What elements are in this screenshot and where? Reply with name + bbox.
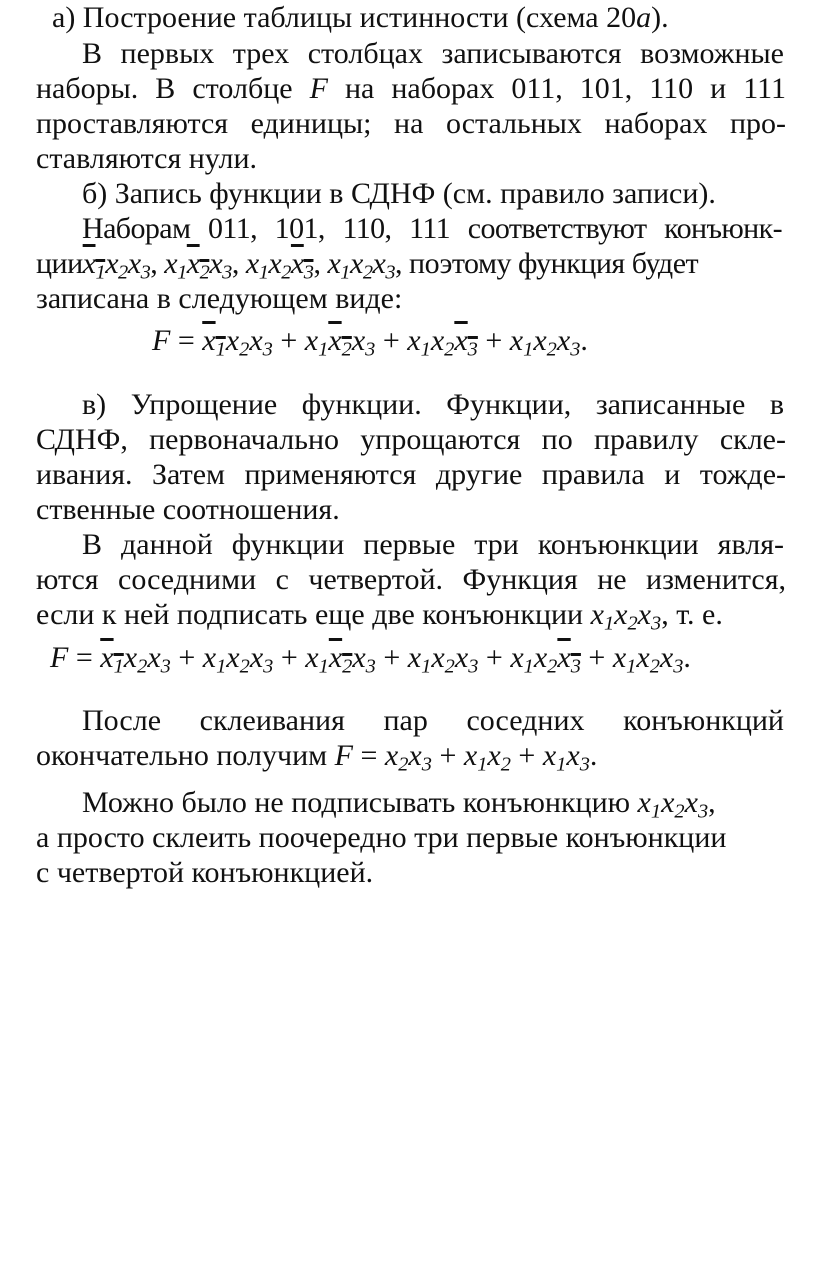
result-formula: $F = x_2x_3 + x_1x_2 + x_1x_3$. — [334, 739, 598, 776]
paragraph-line: если к ней подписать еще две конъюнкции $x_1x_2x_3$, т. е. — [36, 598, 723, 635]
paragraph-line: В данной функции первые три конъюнкции явля- — [82, 528, 784, 561]
paragraph-line: После склеивания пар соседних конъюнкций — [82, 704, 784, 737]
paragraph-line: с четвертой конъюнкцией. — [36, 856, 374, 889]
text-segment: если к ней подписать еще две конъюнкции — [36, 598, 584, 631]
text-segment: , — [708, 786, 716, 819]
text-segment: , поэтому функция будет — [395, 247, 699, 280]
variable-F: F — [309, 72, 328, 105]
item-c-heading: в) Упрощение функции. Функции, записанные в — [82, 388, 784, 421]
paragraph-line: ются соседними с четвертой. Функция не изменится, — [36, 563, 786, 596]
item-b-heading: б) Запись функции в СДНФ (см. правило записи). — [82, 177, 716, 210]
formula-extended: $F = x_1x_2x_3 + x_1x_2x_3 + x_1x_2x_3 + x_1x_2x_3 + x_1x_2x_3 + x_1x_2x_3$. — [50, 641, 691, 678]
paragraph-line — [36, 71, 786, 107]
text-segment: а — [636, 1, 652, 34]
text-segment: ции — [36, 247, 83, 280]
paragraph-line: Можно было не подписывать конъюнкцию $x_1x_2x_3$, — [82, 786, 716, 823]
paragraph-line: записана в следующем виде: — [36, 282, 403, 315]
text-segment: на наборах 011, 101, 110 и 111 — [344, 72, 787, 105]
paragraph-line: ственные соотношения. — [36, 493, 340, 526]
text-segment: ). — [651, 1, 669, 34]
paragraph-line: В первых трех столбцах записываются возможные — [82, 37, 784, 70]
item-a-heading — [52, 0, 812, 36]
text-segment: Можно было не подписывать конъюнкцию — [82, 786, 631, 819]
paragraph-line: Наборам 011, 101, 110, 111 соответствуют конъюнк- — [82, 212, 782, 245]
text-segment: а) Построение таблицы истинности (схема 20 — [52, 1, 637, 34]
formula-sdnf: $F = x_1x_2x_3 + x_1x_2x_3 + x_1x_2x_3 + x_1x_2x_3$. — [152, 324, 588, 361]
paragraph-line: проставляются единицы; на остальных наборах про- — [36, 107, 786, 140]
text-segment: окончательно получим — [36, 739, 328, 772]
paragraph-line: СДНФ, первоначально упрощаются по правилу скле- — [36, 423, 786, 456]
paragraph-line: а просто склеить поочередно три первые конъюнкции — [36, 821, 727, 854]
paragraph-line: ивания. Затем применяются другие правила и тожде- — [36, 458, 786, 491]
text-segment: , т. е. — [661, 598, 723, 631]
paragraph-line: ставляются нули. — [36, 142, 258, 175]
result-line — [36, 738, 796, 783]
text-segment: наборы. В столбце — [36, 72, 293, 105]
conjunction-terms: $x_1x_2x_3$, $x_1x_2x_3$, $x_1x_2x_3$, $x_1x_2x_3$ — [82, 247, 396, 284]
